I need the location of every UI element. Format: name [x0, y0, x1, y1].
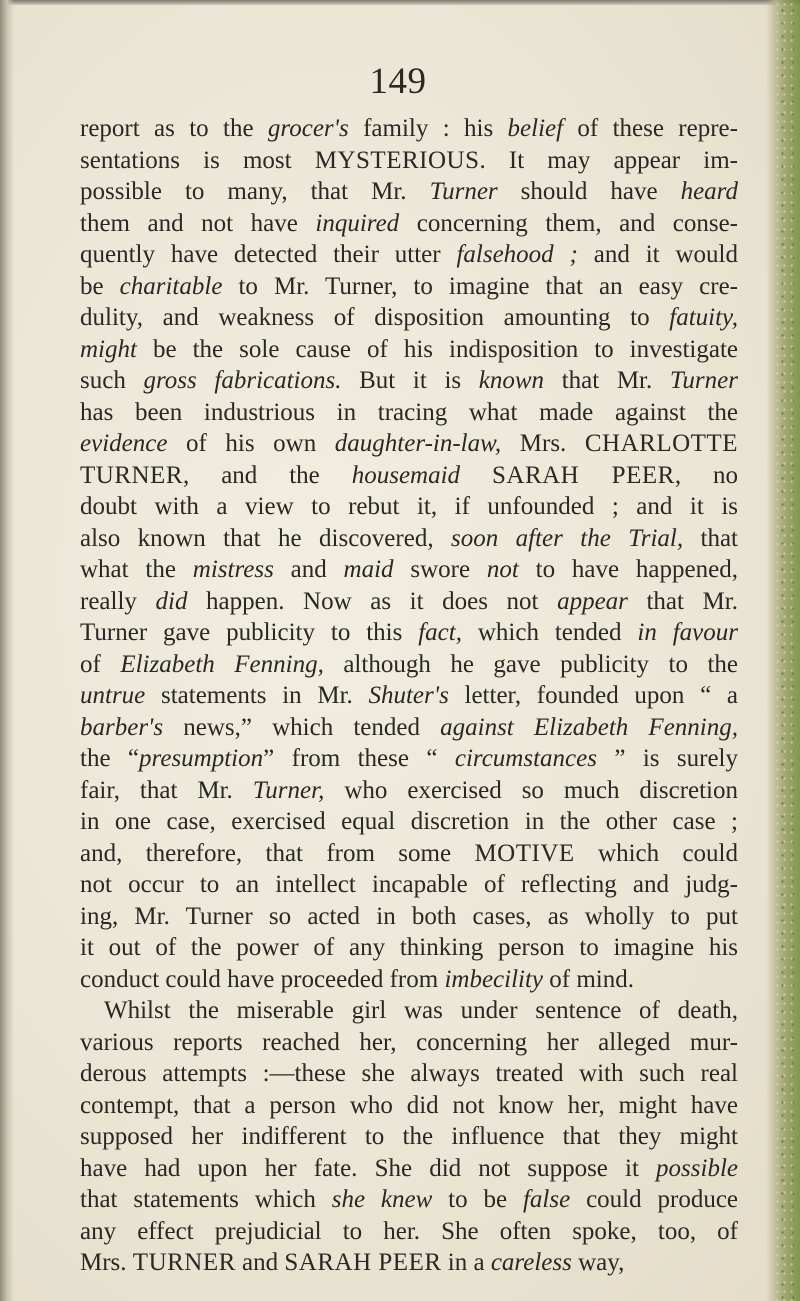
text-run: of mind. [543, 965, 634, 993]
text-line [80, 1216, 738, 1248]
text-line [80, 1247, 738, 1279]
italic-text: soon after the Trial, [450, 524, 684, 552]
text-run: family : his [348, 115, 508, 142]
text-run: have had upon her fate. She did not suppose it [80, 1154, 657, 1182]
italic-text: Shuter's [368, 682, 449, 709]
italic-text: gross fabrications. [143, 367, 342, 394]
text-run: of his own [167, 430, 335, 457]
text-run: and, therefore, that from some [80, 839, 475, 867]
text-line [80, 680, 738, 712]
text-run: should have [497, 178, 681, 205]
text-line [80, 397, 738, 429]
italic-text: grocer's [267, 115, 349, 142]
text-run: . It may appear im- [479, 146, 738, 174]
italic-text: not [486, 556, 519, 583]
page-left-edge [0, 0, 14, 1301]
text-run: ing, Mr. Turner so acted in both cases, as wholly to put [80, 902, 738, 930]
text-line [80, 491, 738, 523]
capitals-text: TURNER [132, 1249, 236, 1276]
text-line [80, 271, 738, 303]
text-line [80, 428, 738, 460]
text-run: the “ [80, 745, 140, 772]
text-run: supposed her indifferent to the influence that they might [80, 1123, 738, 1150]
italic-text: Elizabeth Fenning, [120, 650, 324, 678]
text-run: also known that he discovered, [80, 524, 451, 552]
italic-text: circumstances [454, 745, 597, 772]
italic-text: careless [490, 1249, 572, 1276]
text-line [80, 176, 738, 208]
text-run: that Mr. [544, 367, 670, 394]
text-run: concerning them, and conse- [399, 209, 738, 237]
text-run: be [80, 272, 120, 300]
text-run: dulity, and weakness of disposition amounting to [80, 304, 670, 331]
italic-text: appear [557, 587, 628, 615]
text-line [80, 869, 738, 901]
italic-text: falsehood ; [456, 241, 578, 268]
text-line [80, 239, 738, 271]
text-run: to Mr. Turner, to imagine that an easy cre- [222, 272, 738, 300]
text-run: could produce [570, 1186, 739, 1213]
text-run: of these repre- [563, 115, 738, 142]
text-line [80, 901, 738, 933]
capitals-text: MOTIVE [474, 839, 575, 867]
text-run: ” is surely [596, 745, 739, 772]
italic-text: untrue [80, 682, 146, 709]
text-run: ” from these “ [263, 745, 455, 772]
text-run: letter, founded upon “ a [448, 682, 738, 709]
text-line [80, 302, 738, 334]
text-run [460, 462, 492, 489]
text-line [80, 365, 738, 397]
text-run: any effect prejudicial to her. She often spoke, too, of [80, 1217, 738, 1245]
italic-text: Turner [669, 367, 738, 394]
text-run: Whilst the miserable girl was under sentence of death, [104, 997, 738, 1024]
text-line [80, 460, 738, 492]
text-line [80, 334, 738, 366]
text-run: Mrs. [501, 430, 585, 457]
text-run: to have happened, [518, 556, 738, 583]
text-run: But it is [341, 367, 479, 394]
text-run: really [80, 587, 156, 615]
text-run: it out of the power of any thinking person to imagine his [80, 934, 738, 961]
text-line [80, 649, 738, 681]
text-run: that statements which [80, 1186, 332, 1213]
text-run: although he gave publicity to the [323, 650, 738, 678]
italic-text: evidence [80, 430, 168, 457]
text-run: who exercised so much discretion [324, 776, 739, 804]
italic-text: fact, [418, 619, 462, 646]
text-run: in a [441, 1249, 491, 1276]
capitals-text: SARAH PEER [492, 461, 675, 489]
text-run: way, [571, 1249, 625, 1276]
text-line [80, 208, 738, 240]
page-top-edge [0, 0, 800, 5]
page-edge-speckle [774, 0, 794, 1301]
capitals-text: CHARLOTTE [584, 430, 738, 457]
text-run: report as to the [80, 115, 268, 142]
italic-text: charitable [119, 272, 223, 300]
italic-text: daughter-in-law, [334, 430, 502, 457]
text-line [80, 145, 738, 177]
text-line [80, 964, 738, 996]
text-line [80, 1184, 738, 1216]
text-run: contempt, that a person who did not know her, might have [80, 1091, 738, 1119]
text-run: , no [674, 461, 739, 489]
text-run: various reports reached her, concerning her alleged mur- [80, 1028, 738, 1056]
italic-text: mistress [192, 556, 274, 583]
italic-text: inquired [315, 209, 400, 237]
text-line [80, 806, 738, 838]
text-run: statements in Mr. [145, 682, 369, 709]
text-line [80, 617, 738, 649]
italic-text: imbecility [444, 965, 544, 993]
italic-text: heard [680, 178, 738, 205]
capitals-text: MYSTERIOUS [314, 146, 480, 174]
text-run: that [683, 524, 738, 552]
text-run: them and not have [80, 209, 316, 237]
text-run: news,” which tended [163, 713, 441, 741]
italic-text: presumption [139, 745, 264, 772]
page-number: 149 [369, 61, 427, 102]
text-line [80, 1027, 738, 1059]
capitals-text: TURNER [80, 461, 183, 489]
text-run: conduct could have proceeded from [80, 965, 445, 993]
capitals-text: SARAH PEER [284, 1249, 442, 1276]
text-line [80, 113, 738, 145]
text-line [80, 712, 738, 744]
text-line [80, 838, 738, 870]
text-run: quently have detected their utter [80, 241, 457, 268]
text-run: that Mr. [627, 587, 738, 615]
italic-text: in favour [637, 619, 738, 646]
text-run: in one case, exercised equal discretion in the other case ; [80, 808, 738, 835]
text-line [80, 1153, 738, 1185]
text-line [80, 1121, 738, 1153]
text-run: what the [80, 556, 193, 583]
text-run: doubt with a view to rebut it, if unfounded ; and it is [80, 493, 738, 520]
italic-text: false [522, 1186, 571, 1213]
text-line [80, 523, 738, 555]
text-run: possible to many, that Mr. [80, 178, 430, 205]
italic-text: maid [343, 556, 394, 583]
text-run: of [80, 650, 121, 678]
text-line [80, 995, 738, 1027]
italic-text: fatuity, [669, 304, 738, 331]
italic-text: belief [507, 115, 564, 142]
italic-text: might [80, 335, 137, 363]
text-run: and [273, 556, 344, 583]
text-run: Mrs. [80, 1249, 133, 1276]
italic-text: possible [656, 1154, 738, 1182]
text-run: not occur to an intellect incapable of reflecting and judg- [80, 871, 738, 898]
text-run: and it would [577, 241, 738, 268]
text-run: derous attempts :—these she always treated with such real [80, 1060, 738, 1087]
text-run: fair, that Mr. [80, 776, 253, 804]
italic-text: she knew [331, 1186, 433, 1213]
italic-text: barber's [80, 713, 164, 741]
text-run: be the sole cause of his indisposition to investigate [136, 335, 738, 363]
text-run: to be [432, 1186, 523, 1213]
italic-text: housemaid [351, 461, 461, 489]
italic-text: known [478, 367, 545, 394]
text-line [80, 1058, 738, 1090]
italic-text: Turner, [252, 776, 325, 804]
italic-text: did [155, 587, 188, 615]
text-line [80, 743, 738, 775]
body-text [80, 113, 738, 1279]
text-line [80, 932, 738, 964]
text-run: such [80, 367, 144, 394]
italic-text: Turner [429, 178, 498, 205]
italic-text: against Elizabeth Fenning, [440, 713, 738, 741]
text-run: happen. Now as it does not [187, 587, 558, 615]
text-run: swore [393, 556, 487, 583]
text-run: Turner gave publicity to this [80, 619, 419, 646]
text-run: , and the [183, 461, 352, 489]
text-line [80, 554, 738, 586]
text-run: and [235, 1249, 285, 1276]
text-run: sentations is most [80, 146, 315, 174]
text-run: which tended [461, 619, 638, 646]
text-run: which could [574, 839, 738, 867]
text-line [80, 586, 738, 618]
text-run: has been industrious in tracing what made against the [80, 398, 738, 426]
text-line [80, 1090, 738, 1122]
text-line [80, 775, 738, 807]
